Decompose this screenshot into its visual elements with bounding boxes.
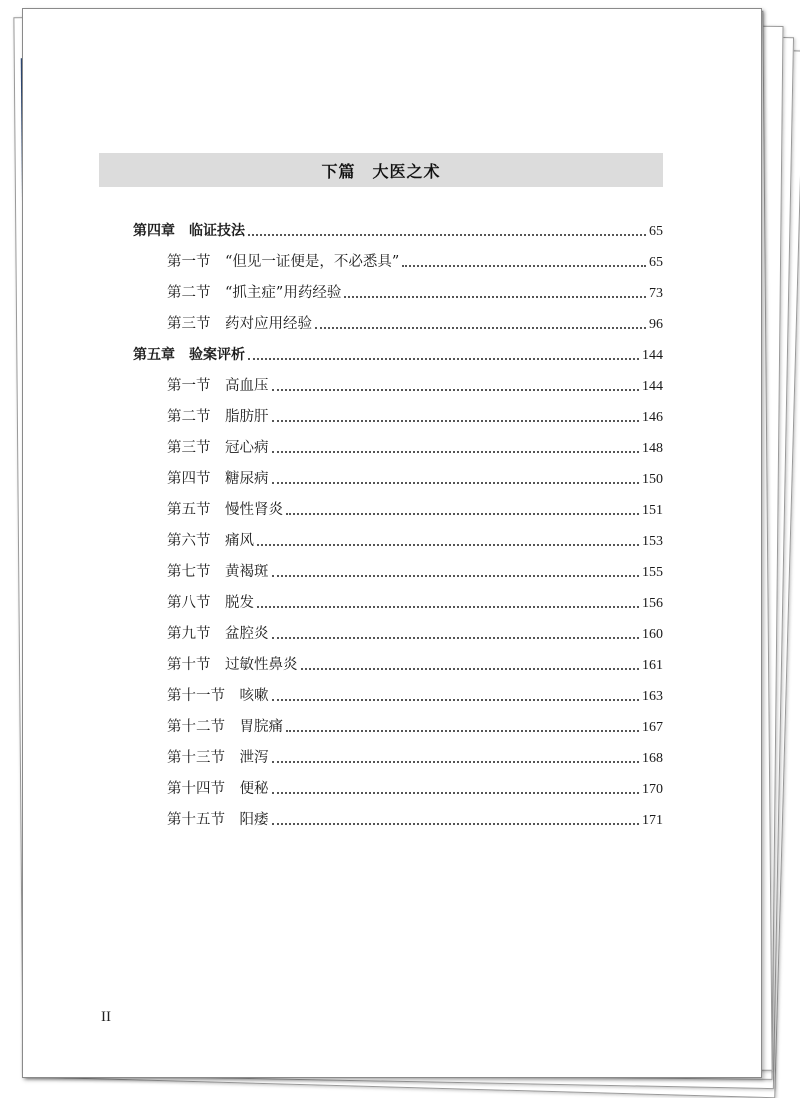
toc-section-row[interactable] bbox=[133, 774, 663, 805]
dot-leader bbox=[272, 791, 640, 794]
dot-leader bbox=[272, 698, 640, 701]
toc-page-number: 146 bbox=[642, 410, 663, 425]
toc-entry-title: 第四节 糖尿病 bbox=[167, 471, 269, 487]
toc-section-row[interactable] bbox=[133, 619, 663, 650]
toc-section-row[interactable] bbox=[133, 247, 663, 278]
dot-leader bbox=[344, 295, 646, 298]
toc-page-number: 156 bbox=[642, 596, 663, 611]
dot-leader bbox=[272, 636, 640, 639]
toc-page-number: 163 bbox=[642, 689, 663, 704]
toc-entry-title: 第六节 痛风 bbox=[167, 533, 254, 549]
toc-entry-title: 第十三节 泄泻 bbox=[167, 750, 269, 766]
dot-leader bbox=[248, 233, 646, 236]
toc-entry-title: 第五章 验案评析 bbox=[133, 347, 245, 363]
toc-page-number: 65 bbox=[649, 224, 663, 239]
dot-leader bbox=[272, 822, 640, 825]
dot-leader bbox=[248, 357, 639, 360]
toc-section-row[interactable] bbox=[133, 278, 663, 309]
toc-section-row[interactable] bbox=[133, 433, 663, 464]
toc-page-number: 144 bbox=[642, 379, 663, 394]
toc-page-number: 151 bbox=[642, 503, 663, 518]
toc-entry-title: 第五节 慢性肾炎 bbox=[167, 502, 283, 518]
toc-page-number: 153 bbox=[642, 534, 663, 549]
dot-leader bbox=[257, 543, 639, 546]
toc-section-row[interactable] bbox=[133, 743, 663, 774]
toc-section-row[interactable] bbox=[133, 464, 663, 495]
toc-entry-title: 第二节 脂肪肝 bbox=[167, 409, 269, 425]
toc-section-row[interactable] bbox=[133, 712, 663, 743]
toc-page-number: 167 bbox=[642, 720, 663, 735]
dot-leader bbox=[286, 512, 639, 515]
toc-entry-title: 第一节 “但见一证便是，不必悉具” bbox=[167, 254, 400, 270]
toc-entry-title: 第九节 盆腔炎 bbox=[167, 626, 269, 642]
toc-entry-title: 第十一节 咳嗽 bbox=[167, 688, 269, 704]
toc-page-number: 171 bbox=[642, 813, 663, 828]
toc-page-number: 65 bbox=[649, 255, 663, 270]
dot-leader bbox=[272, 419, 640, 422]
toc-entry-title: 第七节 黄褐斑 bbox=[167, 564, 269, 580]
toc-section-row[interactable] bbox=[133, 805, 663, 836]
toc-page-number: 144 bbox=[642, 348, 663, 363]
dot-leader bbox=[315, 326, 646, 329]
toc-page-number: 73 bbox=[649, 286, 663, 301]
dot-leader bbox=[257, 605, 639, 608]
toc-section-row[interactable] bbox=[133, 526, 663, 557]
toc-entry-title: 第十五节 阳痿 bbox=[167, 812, 269, 828]
toc-entry-title: 第三节 药对应用经验 bbox=[167, 316, 312, 332]
toc-entry-title: 第十节 过敏性鼻炎 bbox=[167, 657, 298, 673]
toc-section-row[interactable] bbox=[133, 650, 663, 681]
toc-entry-title: 第十二节 胃脘痛 bbox=[167, 719, 283, 735]
dot-leader bbox=[272, 574, 640, 577]
toc-section-row[interactable] bbox=[133, 588, 663, 619]
part-banner bbox=[99, 153, 663, 187]
toc-entry-title: 第四章 临证技法 bbox=[133, 223, 245, 239]
toc-page-number: 161 bbox=[642, 658, 663, 673]
toc-entry-title: 第十四节 便秘 bbox=[167, 781, 269, 797]
table-of-contents bbox=[133, 216, 663, 836]
dot-leader bbox=[301, 667, 640, 670]
toc-page-number: 155 bbox=[642, 565, 663, 580]
toc-chapter-row[interactable] bbox=[133, 216, 663, 247]
part-title: 下篇 大医之术 bbox=[321, 161, 441, 181]
toc-page-number: 170 bbox=[642, 782, 663, 797]
toc-section-row[interactable] bbox=[133, 557, 663, 588]
toc-section-row[interactable] bbox=[133, 681, 663, 712]
dot-leader bbox=[402, 264, 646, 267]
toc-page-number: 96 bbox=[649, 317, 663, 332]
toc-page-number: 150 bbox=[642, 472, 663, 487]
toc-section-row[interactable] bbox=[133, 495, 663, 526]
dot-leader bbox=[272, 760, 640, 763]
toc-entry-title: 第一节 高血压 bbox=[167, 378, 269, 394]
toc-section-row[interactable] bbox=[133, 402, 663, 433]
toc-page-number: 168 bbox=[642, 751, 663, 766]
folio-page-number: II bbox=[101, 1009, 111, 1025]
toc-page bbox=[22, 8, 762, 1078]
toc-entry-title: 第二节 “抓主症”用药经验 bbox=[167, 285, 342, 301]
toc-section-row[interactable] bbox=[133, 371, 663, 402]
dot-leader bbox=[272, 388, 640, 391]
toc-entry-title: 第三节 冠心病 bbox=[167, 440, 269, 456]
toc-chapter-row[interactable] bbox=[133, 340, 663, 371]
dot-leader bbox=[272, 481, 640, 484]
toc-section-row[interactable] bbox=[133, 309, 663, 340]
toc-page-number: 148 bbox=[642, 441, 663, 456]
dot-leader bbox=[272, 450, 640, 453]
toc-page-number: 160 bbox=[642, 627, 663, 642]
dot-leader bbox=[286, 729, 639, 732]
toc-entry-title: 第八节 脱发 bbox=[167, 595, 254, 611]
